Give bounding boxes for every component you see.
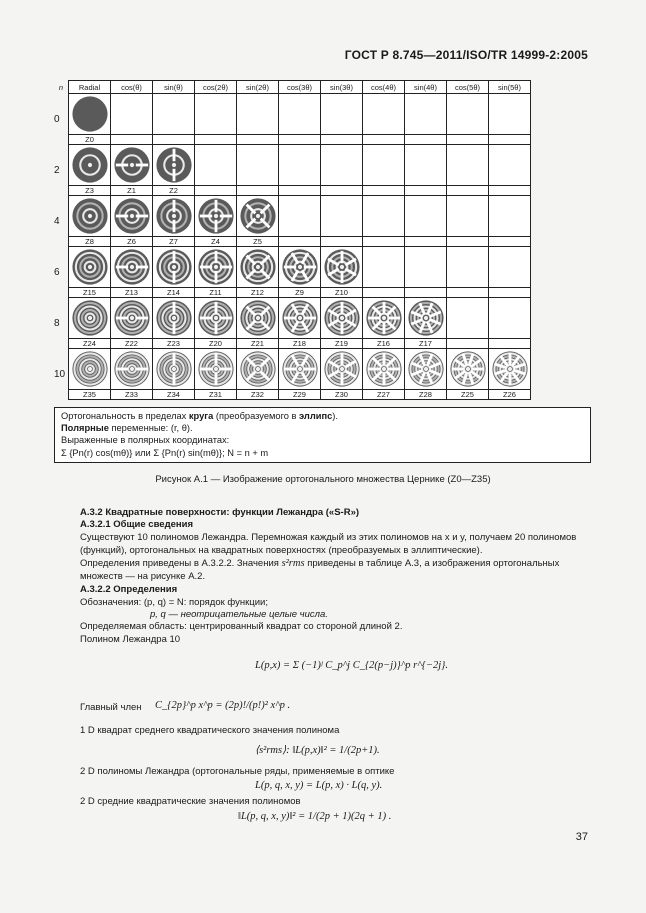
zernike-pattern-image: [323, 299, 361, 337]
box-circle: круга: [188, 411, 214, 421]
zernike-label: Z33: [111, 390, 153, 400]
order-label: 0: [54, 94, 69, 145]
zernike-label: Z29: [279, 390, 321, 400]
pattern-cell: [447, 145, 489, 186]
zernike-label: [489, 135, 531, 145]
zernike-label: [447, 339, 489, 349]
zernike-label: Z8: [69, 237, 111, 247]
def-line-6: 1 D квадрат среднего квадратического значения полинома: [80, 725, 340, 736]
pattern-cell: [153, 349, 195, 390]
zernike-label: Z11: [195, 288, 237, 298]
zernike-label: [237, 186, 279, 196]
pattern-cell: [111, 247, 153, 288]
leading-term-formula: C_{2p}^p x^p = (2p)!/(p!)² x^p .: [155, 700, 291, 711]
n-header: n: [54, 81, 69, 94]
zernike-table: [54, 80, 531, 400]
zernike-pattern-image: [239, 248, 277, 286]
pattern-cell: [363, 298, 405, 339]
pattern-cell: [237, 298, 279, 339]
box-line-2: [61, 422, 584, 434]
order-label: 4: [54, 196, 69, 247]
pattern-cell: [111, 349, 153, 390]
zernike-label: [489, 237, 531, 247]
zernike-pattern-image: [155, 248, 193, 286]
pattern-cell: [279, 247, 321, 288]
zernike-label: [447, 135, 489, 145]
pattern-cell: [405, 145, 447, 186]
pattern-cell: [237, 196, 279, 237]
zernike-pattern-image: [197, 248, 235, 286]
zernike-pattern-image: [71, 350, 109, 388]
order-label: 10: [54, 349, 69, 400]
pattern-cell: [195, 196, 237, 237]
zernike-label: Z25: [447, 390, 489, 400]
zernike-pattern-image: [197, 350, 235, 388]
pattern-cell: [111, 298, 153, 339]
zernike-pattern-image: [365, 299, 403, 337]
pattern-cell: [69, 94, 111, 135]
pattern-cell: [69, 145, 111, 186]
pattern-cell: [237, 349, 279, 390]
zernike-label: Z19: [321, 339, 363, 349]
zernike-label: Z10: [321, 288, 363, 298]
pattern-cell: [405, 349, 447, 390]
column-header: cos(θ): [111, 81, 153, 94]
zernike-label: Z16: [363, 339, 405, 349]
zernike-label: [405, 288, 447, 298]
zernike-label: [321, 186, 363, 196]
pattern-cell: [69, 298, 111, 339]
column-header: sin(θ): [153, 81, 195, 94]
column-header: sin(4θ): [405, 81, 447, 94]
pattern-cell: [153, 196, 195, 237]
label-row: [54, 135, 531, 145]
zernike-label: Z1: [111, 186, 153, 196]
zernike-label: [489, 186, 531, 196]
zernike-label: [363, 237, 405, 247]
pattern-cell: [195, 247, 237, 288]
paragraph-1-text: Существуют 10 полиномов Лежандра. Перемножая каждый из этих полиномов на x и y, получаем 20 полиномов (функций), ортогональных на квадратных поверхностях (преобразуемых в эллиптические).: [80, 532, 577, 556]
pattern-cell: [405, 298, 447, 339]
zernike-label: Z12: [237, 288, 279, 298]
table-header-row: [54, 81, 531, 94]
standard-header: ГОСТ Р 8.745—2011/ISO/TR 14999-2:2005: [344, 48, 588, 62]
zernike-pattern-image: [239, 350, 277, 388]
label-row: [54, 390, 531, 400]
product-formula: L(p, q, x, y) = L(p, x) · L(q, y).: [255, 780, 383, 791]
box-text: переменные: (r, θ).: [108, 423, 193, 434]
zernike-label: [279, 135, 321, 145]
zernike-label: [363, 186, 405, 196]
legendre-formula: L(p,x) = Σ (−1)ʲ C_p^j C_{2(p−j)}^p r^{−2j}.: [255, 660, 448, 671]
pattern-cell: [321, 247, 363, 288]
pattern-row: [54, 247, 531, 288]
pattern-cell: [363, 247, 405, 288]
zernike-label: Z27: [363, 390, 405, 400]
pattern-cell: [489, 196, 531, 237]
s2rms-symbol: s²rms: [281, 558, 305, 569]
box-polar: Полярные: [61, 423, 109, 434]
column-header: cos(5θ): [447, 81, 489, 94]
orthogonality-box: [54, 407, 591, 463]
box-ellipse: эллипс: [299, 411, 333, 421]
pattern-cell: [195, 349, 237, 390]
zernike-label: Z18: [279, 339, 321, 349]
pattern-row: [54, 196, 531, 237]
pattern-cell: [111, 145, 153, 186]
zernike-pattern-image: [71, 248, 109, 286]
pattern-cell: [405, 247, 447, 288]
def-line-3: Определяемая область: центрированный квадрат со стороной длиной 2.: [80, 621, 403, 632]
zernike-pattern-image: [281, 299, 319, 337]
pattern-row: [54, 298, 531, 339]
pattern-cell: [111, 196, 153, 237]
zernike-label: Z4: [195, 237, 237, 247]
rms-formula-2d: ‖L(p, q, x, y)‖² = 1/(2p + 1)(2q + 1) .: [238, 811, 392, 822]
column-header: cos(2θ): [195, 81, 237, 94]
pattern-cell: [489, 145, 531, 186]
pattern-cell: [489, 298, 531, 339]
pattern-cell: [447, 196, 489, 237]
page-number: 37: [575, 831, 588, 843]
zernike-label: [405, 237, 447, 247]
zernike-label: [405, 135, 447, 145]
zernike-pattern-image: [491, 350, 529, 388]
pattern-cell: [321, 145, 363, 186]
zernike-label: [195, 186, 237, 196]
zernike-label: Z2: [153, 186, 195, 196]
pattern-cell: [489, 349, 531, 390]
zernike-label: Z31: [195, 390, 237, 400]
zernike-label: Z28: [405, 390, 447, 400]
zernike-label: Z5: [237, 237, 279, 247]
zernike-label: Z20: [195, 339, 237, 349]
pattern-cell: [447, 247, 489, 288]
pattern-cell: [279, 298, 321, 339]
zernike-pattern-image: [239, 299, 277, 337]
def-line-5: Главный член: [80, 702, 142, 713]
zernike-pattern-image: [71, 146, 109, 184]
zernike-label: Z34: [153, 390, 195, 400]
pattern-cell: [111, 94, 153, 135]
pattern-cell: [363, 196, 405, 237]
pattern-cell: [321, 298, 363, 339]
pattern-cell: [489, 94, 531, 135]
column-header: sin(2θ): [237, 81, 279, 94]
zernike-label: Z32: [237, 390, 279, 400]
zernike-pattern-image: [323, 350, 361, 388]
zernike-pattern-image: [155, 350, 193, 388]
zernike-pattern-image: [323, 248, 361, 286]
zernike-label: Z24: [69, 339, 111, 349]
pattern-row: [54, 145, 531, 186]
zernike-pattern-image: [281, 248, 319, 286]
zernike-pattern-image: [407, 350, 445, 388]
zernike-label: [447, 186, 489, 196]
pattern-cell: [153, 94, 195, 135]
pattern-cell: [321, 349, 363, 390]
zernike-label: [237, 135, 279, 145]
zernike-pattern-image: [71, 197, 109, 235]
box-line-4: Σ {Pn(r) cos(mθ)} или Σ {Pn(r) sin(mθ)}; N = n + m: [61, 447, 269, 458]
zernike-label: [111, 135, 153, 145]
zernike-pattern-image: [281, 350, 319, 388]
pattern-cell: [405, 94, 447, 135]
zernike-label: Z21: [237, 339, 279, 349]
zernike-label: [321, 135, 363, 145]
box-text: ).: [332, 411, 338, 421]
pattern-cell: [279, 145, 321, 186]
zernike-label: Z13: [111, 288, 153, 298]
pattern-cell: [195, 94, 237, 135]
zernike-pattern-image: [71, 299, 109, 337]
paragraph-2: [80, 558, 592, 571]
zernike-pattern-image: [71, 95, 109, 133]
pattern-cell: [321, 196, 363, 237]
label-row: [54, 186, 531, 196]
pattern-cell: [69, 196, 111, 237]
figure-caption: Рисунок А.1 — Изображение ортогонального множества Цернике (Z0—Z35): [155, 474, 491, 485]
pattern-cell: [279, 349, 321, 390]
pattern-cell: [195, 145, 237, 186]
zernike-pattern-image: [155, 146, 193, 184]
pattern-cell: [237, 247, 279, 288]
zernike-label: Z15: [69, 288, 111, 298]
def-line-7: 2 D полиномы Лежандра (ортогональные ряды, применяемые в оптике: [80, 766, 395, 777]
zernike-label: Z26: [489, 390, 531, 400]
column-header: cos(4θ): [363, 81, 405, 94]
pattern-cell: [321, 94, 363, 135]
zernike-label: [279, 186, 321, 196]
pattern-cell: [489, 247, 531, 288]
label-row: [54, 288, 531, 298]
zernike-label: [447, 237, 489, 247]
box-text: (преобразуемого в: [213, 411, 300, 421]
zernike-label: [321, 237, 363, 247]
zernike-label: Z0: [69, 135, 111, 145]
pattern-cell: [363, 145, 405, 186]
zernike-pattern-image: [197, 197, 235, 235]
pattern-cell: [279, 94, 321, 135]
pattern-cell: [237, 94, 279, 135]
column-header: sin(3θ): [321, 81, 363, 94]
zernike-label: Z14: [153, 288, 195, 298]
zernike-label: [405, 186, 447, 196]
zernike-label: [363, 288, 405, 298]
box-line-1: [61, 410, 584, 422]
pattern-cell: [447, 298, 489, 339]
zernike-pattern-image: [113, 146, 151, 184]
zernike-pattern-image: [365, 350, 403, 388]
zernike-pattern-image: [155, 299, 193, 337]
pattern-cell: [405, 196, 447, 237]
column-header: cos(3θ): [279, 81, 321, 94]
p2-text: Определения приведены в А.3.2.2. Значения: [80, 558, 279, 569]
pattern-cell: [195, 298, 237, 339]
pattern-cell: [237, 145, 279, 186]
rms-formula-1d: ⟨s²rms⟩: ‖L(p,x)‖² = 1/(2p+1).: [255, 745, 380, 756]
order-label: 2: [54, 145, 69, 196]
pattern-cell: [447, 94, 489, 135]
zernike-pattern-image: [113, 197, 151, 235]
zernike-label: Z35: [69, 390, 111, 400]
pattern-cell: [363, 94, 405, 135]
zernike-pattern-image: [113, 248, 151, 286]
zernike-pattern-image: [197, 299, 235, 337]
pattern-cell: [447, 349, 489, 390]
pattern-cell: [153, 247, 195, 288]
label-row: [54, 237, 531, 247]
zernike-label: [363, 135, 405, 145]
zernike-pattern-image: [113, 299, 151, 337]
definitions-heading: А.3.2.2 Определения: [80, 584, 178, 595]
subsection-heading: А.3.2.1 Общие сведения: [80, 519, 194, 530]
zernike-label: Z6: [111, 237, 153, 247]
pattern-cell: [153, 298, 195, 339]
order-label: 6: [54, 247, 69, 298]
def-line-2: p, q — неотрицательные целые числа.: [150, 609, 328, 620]
zernike-label: [279, 237, 321, 247]
zernike-label: [489, 288, 531, 298]
zernike-label: [489, 339, 531, 349]
zernike-label: [195, 135, 237, 145]
p2-text: приведены в таблице А.3, а изображения ортогональных: [307, 558, 560, 569]
pattern-cell: [153, 145, 195, 186]
paragraph-2-cont: множеств — на рисунке А.2.: [80, 571, 206, 582]
box-line-3: Выраженные в полярных координатах:: [61, 435, 230, 446]
zernike-label: Z17: [405, 339, 447, 349]
zernike-pattern-image: [113, 350, 151, 388]
pattern-cell: [69, 247, 111, 288]
pattern-cell: [363, 349, 405, 390]
zernike-label: [447, 288, 489, 298]
def-line-4: Полином Лежандра 10: [80, 634, 181, 645]
zernike-pattern-image: [449, 350, 487, 388]
box-text: Ортогональность в пределах: [61, 411, 189, 421]
column-header: sin(5θ): [489, 81, 531, 94]
zernike-label: Z9: [279, 288, 321, 298]
column-header: Radial: [69, 81, 111, 94]
pattern-cell: [279, 196, 321, 237]
zernike-label: Z23: [153, 339, 195, 349]
def-line-8: 2 D средние квадратические значения полиномов: [80, 796, 301, 807]
zernike-label: Z7: [153, 237, 195, 247]
def-line-1: Обозначения: (p, q) = N: порядок функции;: [80, 597, 268, 608]
paragraph-1: [80, 532, 592, 557]
label-row: [54, 339, 531, 349]
zernike-label: [153, 135, 195, 145]
pattern-cell: [69, 349, 111, 390]
zernike-pattern-image: [239, 197, 277, 235]
zernike-pattern-image: [155, 197, 193, 235]
zernike-label: Z30: [321, 390, 363, 400]
zernike-label: Z22: [111, 339, 153, 349]
order-label: 8: [54, 298, 69, 349]
zernike-label: Z3: [69, 186, 111, 196]
pattern-row: [54, 349, 531, 390]
zernike-pattern-image: [407, 299, 445, 337]
pattern-row: [54, 94, 531, 135]
section-heading: А.3.2 Квадратные поверхности: функции Лежандра («S-R»): [80, 507, 360, 518]
